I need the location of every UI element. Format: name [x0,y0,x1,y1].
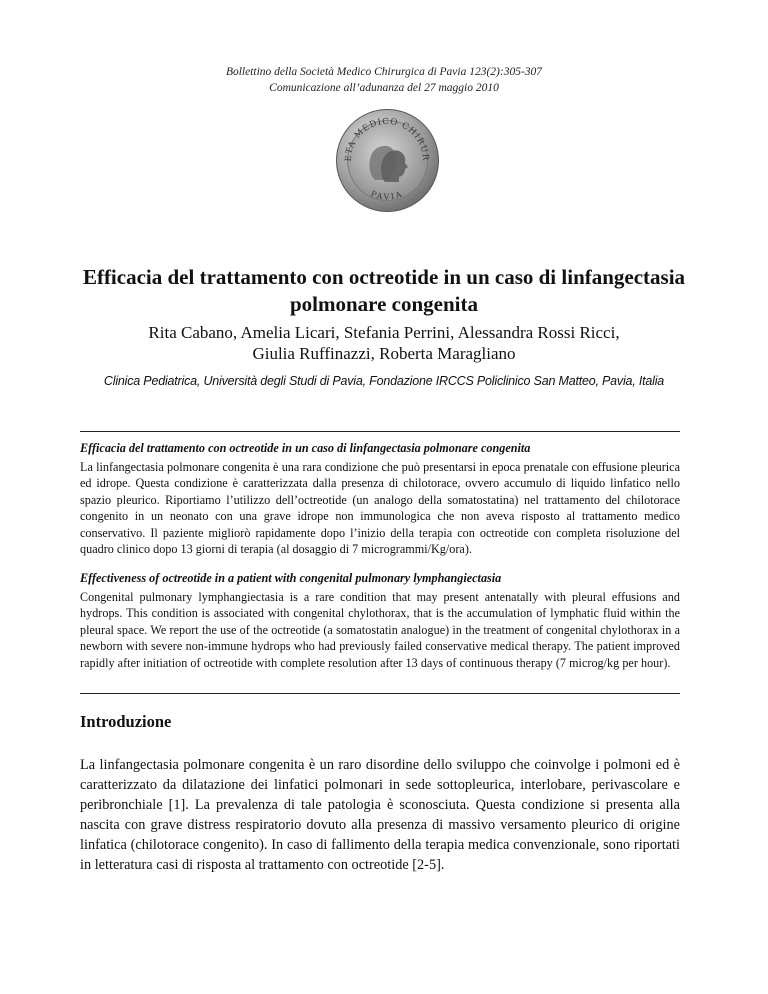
article-title: Efficacia del trattamento con octreotide in un caso di linfangectasia polmonare congenita [82,265,686,316]
journal-header [0,64,768,96]
abstract-english-title: Effectiveness of octreotide in a patient with congenital pulmonary lymphangiectasia [80,571,502,585]
abstract-italian-title: Efficacia del trattamento con octreotide in un caso di linfangectasia polmonare congenita [80,441,531,455]
abstract-bottom-divider [80,693,680,694]
abstract-english [80,570,680,671]
affiliation: Clinica Pediatrica, Università degli Studi di Pavia, Fondazione IRCCS Policlinico San Matteo, Pavia, Italia [103,374,665,388]
abstract-top-divider [80,431,680,432]
seal-text-top: ETA MEDICO CHIRUR [343,116,431,162]
authors-line-2: Giulia Ruffinazzi, Roberta Maragliano [252,344,516,363]
abstract-italian-text: La linfangectasia polmonare congenita è una rara condizione che può presentarsi in epoca prenatale con effusione pleurica ed idrope. Questa condizione è caratterizzata dalla presenza di chilotorace, ovvero accumulo di liquido linfatico nello spazio pleurico. Riportiamo l’utilizzo dell’octreotide (un analogo della somatostatina) nel trattamento del chilotorace congenito in un neonato con una grave idrope non immunologica che non aveva risposto al trattamento medico conservativo. Il paziente migliorò rapidamente dopo l’inizio della terapia con octreotide con completa risoluzione del quadro clinico dopo 13 giorni di terapia (al dosaggio di 7 microgrammi/Kg/ora). [80,459,680,556]
seal-medallion-graphic [335,108,440,213]
abstract-english-text: Congenital pulmonary lymphangiectasia is a rare condition that may present antenatally with pleural effusions and hydrops. This condition is associated with congenital chylothorax, that is the accumulation of lymphatic fluid within the pleural space. We report the use of the octreotide (a somatostatin analogue) in the treatment of congenital chylothorax in a newborn with severe non-immune hydrops who had previously failed conservative medical therapy. The patient improved rapidly after initiation of octreotide with complete resolution after 13 days of continuous therapy (7 microg/kg per hour). [80,589,680,670]
seal-text-bottom: PAVIA [369,189,405,202]
communication-date: Comunicazione all’adunanza del 27 maggio 2010 [269,82,499,94]
section-heading-introduction: Introduzione [80,712,172,731]
introduction-paragraph: La linfangectasia polmonare congenita è un raro disordine dello sviluppo che coinvolge i polmoni ed è caratterizzato da dilatazione dei linfatici polmonari in sede sottopleurica, interlobare, perivascolare e peribronchiale [1]. La prevalenza di tale patologia è sconosciuta. Questa condizione si presenta alla nascita con grave distress respiratorio dovuto alla presenza di massivo versamento pleurico di origine linfatica (chilotorace congenito). In caso di fallimento della terapia medica convenzionale, sono riportati in letteratura casi di risposta al trattamento con octreotide [2-5]. [80,757,680,873]
society-seal-icon [335,108,440,213]
abstract-italian [80,440,680,558]
journal-citation: Bollettino della Società Medico Chirurgica di Pavia 123(2):305-307 [225,66,543,78]
author-list [80,322,688,364]
authors-line-1: Rita Cabano, Amelia Licari, Stefania Perrini, Alessandra Rossi Ricci, [148,323,620,342]
